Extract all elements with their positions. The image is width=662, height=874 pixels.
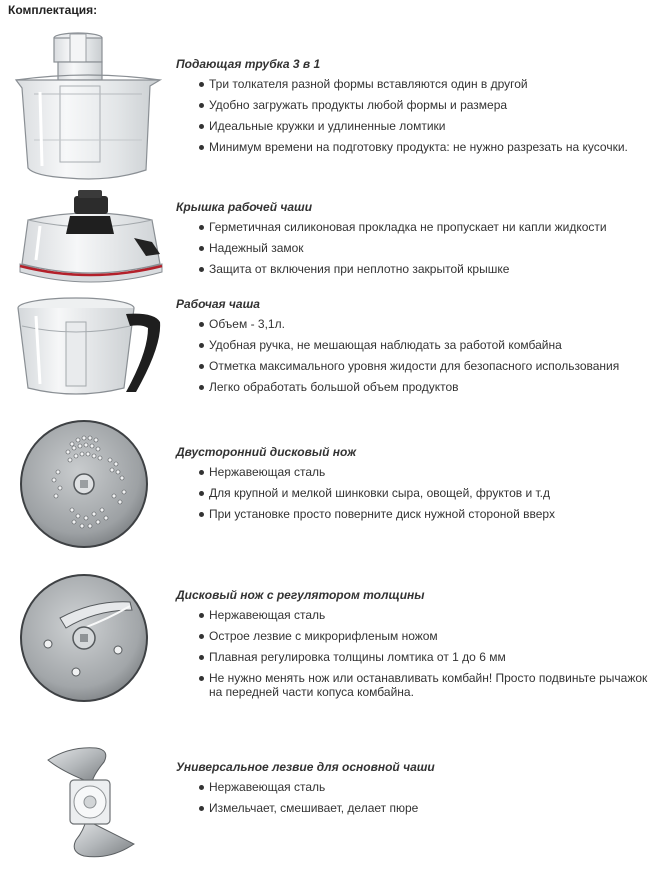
feature-list-item: Защита от включения при неплотно закрытой крышке [176,262,658,276]
feature-list-item: Объем - 3,1л. [176,317,658,331]
item-title: Рабочая чаша [176,297,260,311]
bowl-lid-image [14,190,166,286]
item-title: Универсальное лезвие для основной чаши [176,760,435,774]
feature-list [176,780,658,815]
feature-list-item: Отметка максимального уровня жидости для безопасного использования [176,359,658,373]
feed-tube-image [14,30,162,182]
feature-list-item: Не нужно менять нож или останавливать комбайн! Просто подвиньте рычажок на передней части копуса комбайна. [176,671,658,699]
feature-list [176,608,658,699]
feature-list-item: Для крупной и мелкой шинковки сыра, овощей, фруктов и т.д [176,486,658,500]
feature-list-item: Надежный замок [176,241,658,255]
feature-list [176,77,658,154]
item-title: Подающая трубка 3 в 1 [176,57,321,71]
feature-list-item: Удобная ручка, не мешающая наблюдать за работой комбайна [176,338,658,352]
feature-list-item: Минимум времени на подготовку продукта: не нужно разрезать на кусочки. [176,140,658,154]
feature-list-item: Нержавеющая сталь [176,780,658,794]
reversible-shredding-disc-image [14,418,158,554]
feature-list [176,317,658,394]
feature-list-item: Острое лезвие с микрорифленым ножом [176,629,658,643]
feature-list [176,220,658,276]
feature-list-item: Измельчает, смешивает, делает пюре [176,801,658,815]
item-title: Двусторонний дисковый нож [176,445,357,459]
feature-list-item: Идеальные кружки и удлиненные ломтики [176,119,658,133]
page-heading: Комплектация: [8,3,98,17]
feature-list-item: Удобно загружать продукты любой формы и размера [176,98,658,112]
feature-list-item: При установке просто поверните диск нужной стороной вверх [176,507,658,521]
adjustable-slicing-disc-image [14,572,158,708]
feature-list-item: Нержавеющая сталь [176,465,658,479]
multipurpose-blade-image [40,740,140,862]
item-title: Дисковый нож с регулятором толщины [176,588,425,602]
feature-list-item: Нержавеющая сталь [176,608,658,622]
feature-list-item: Легко обработать большой объем продуктов [176,380,658,394]
feature-list-item: Плавная регулировка толщины ломтика от 1 до 6 мм [176,650,658,664]
feature-list-item: Герметичная силиконовая прокладка не пропускает ни капли жидкости [176,220,658,234]
item-title: Крышка рабочей чаши [176,200,313,214]
work-bowl-image [14,296,164,402]
feature-list [176,465,658,521]
feature-list-item: Три толкателя разной формы вставляются один в другой [176,77,658,91]
